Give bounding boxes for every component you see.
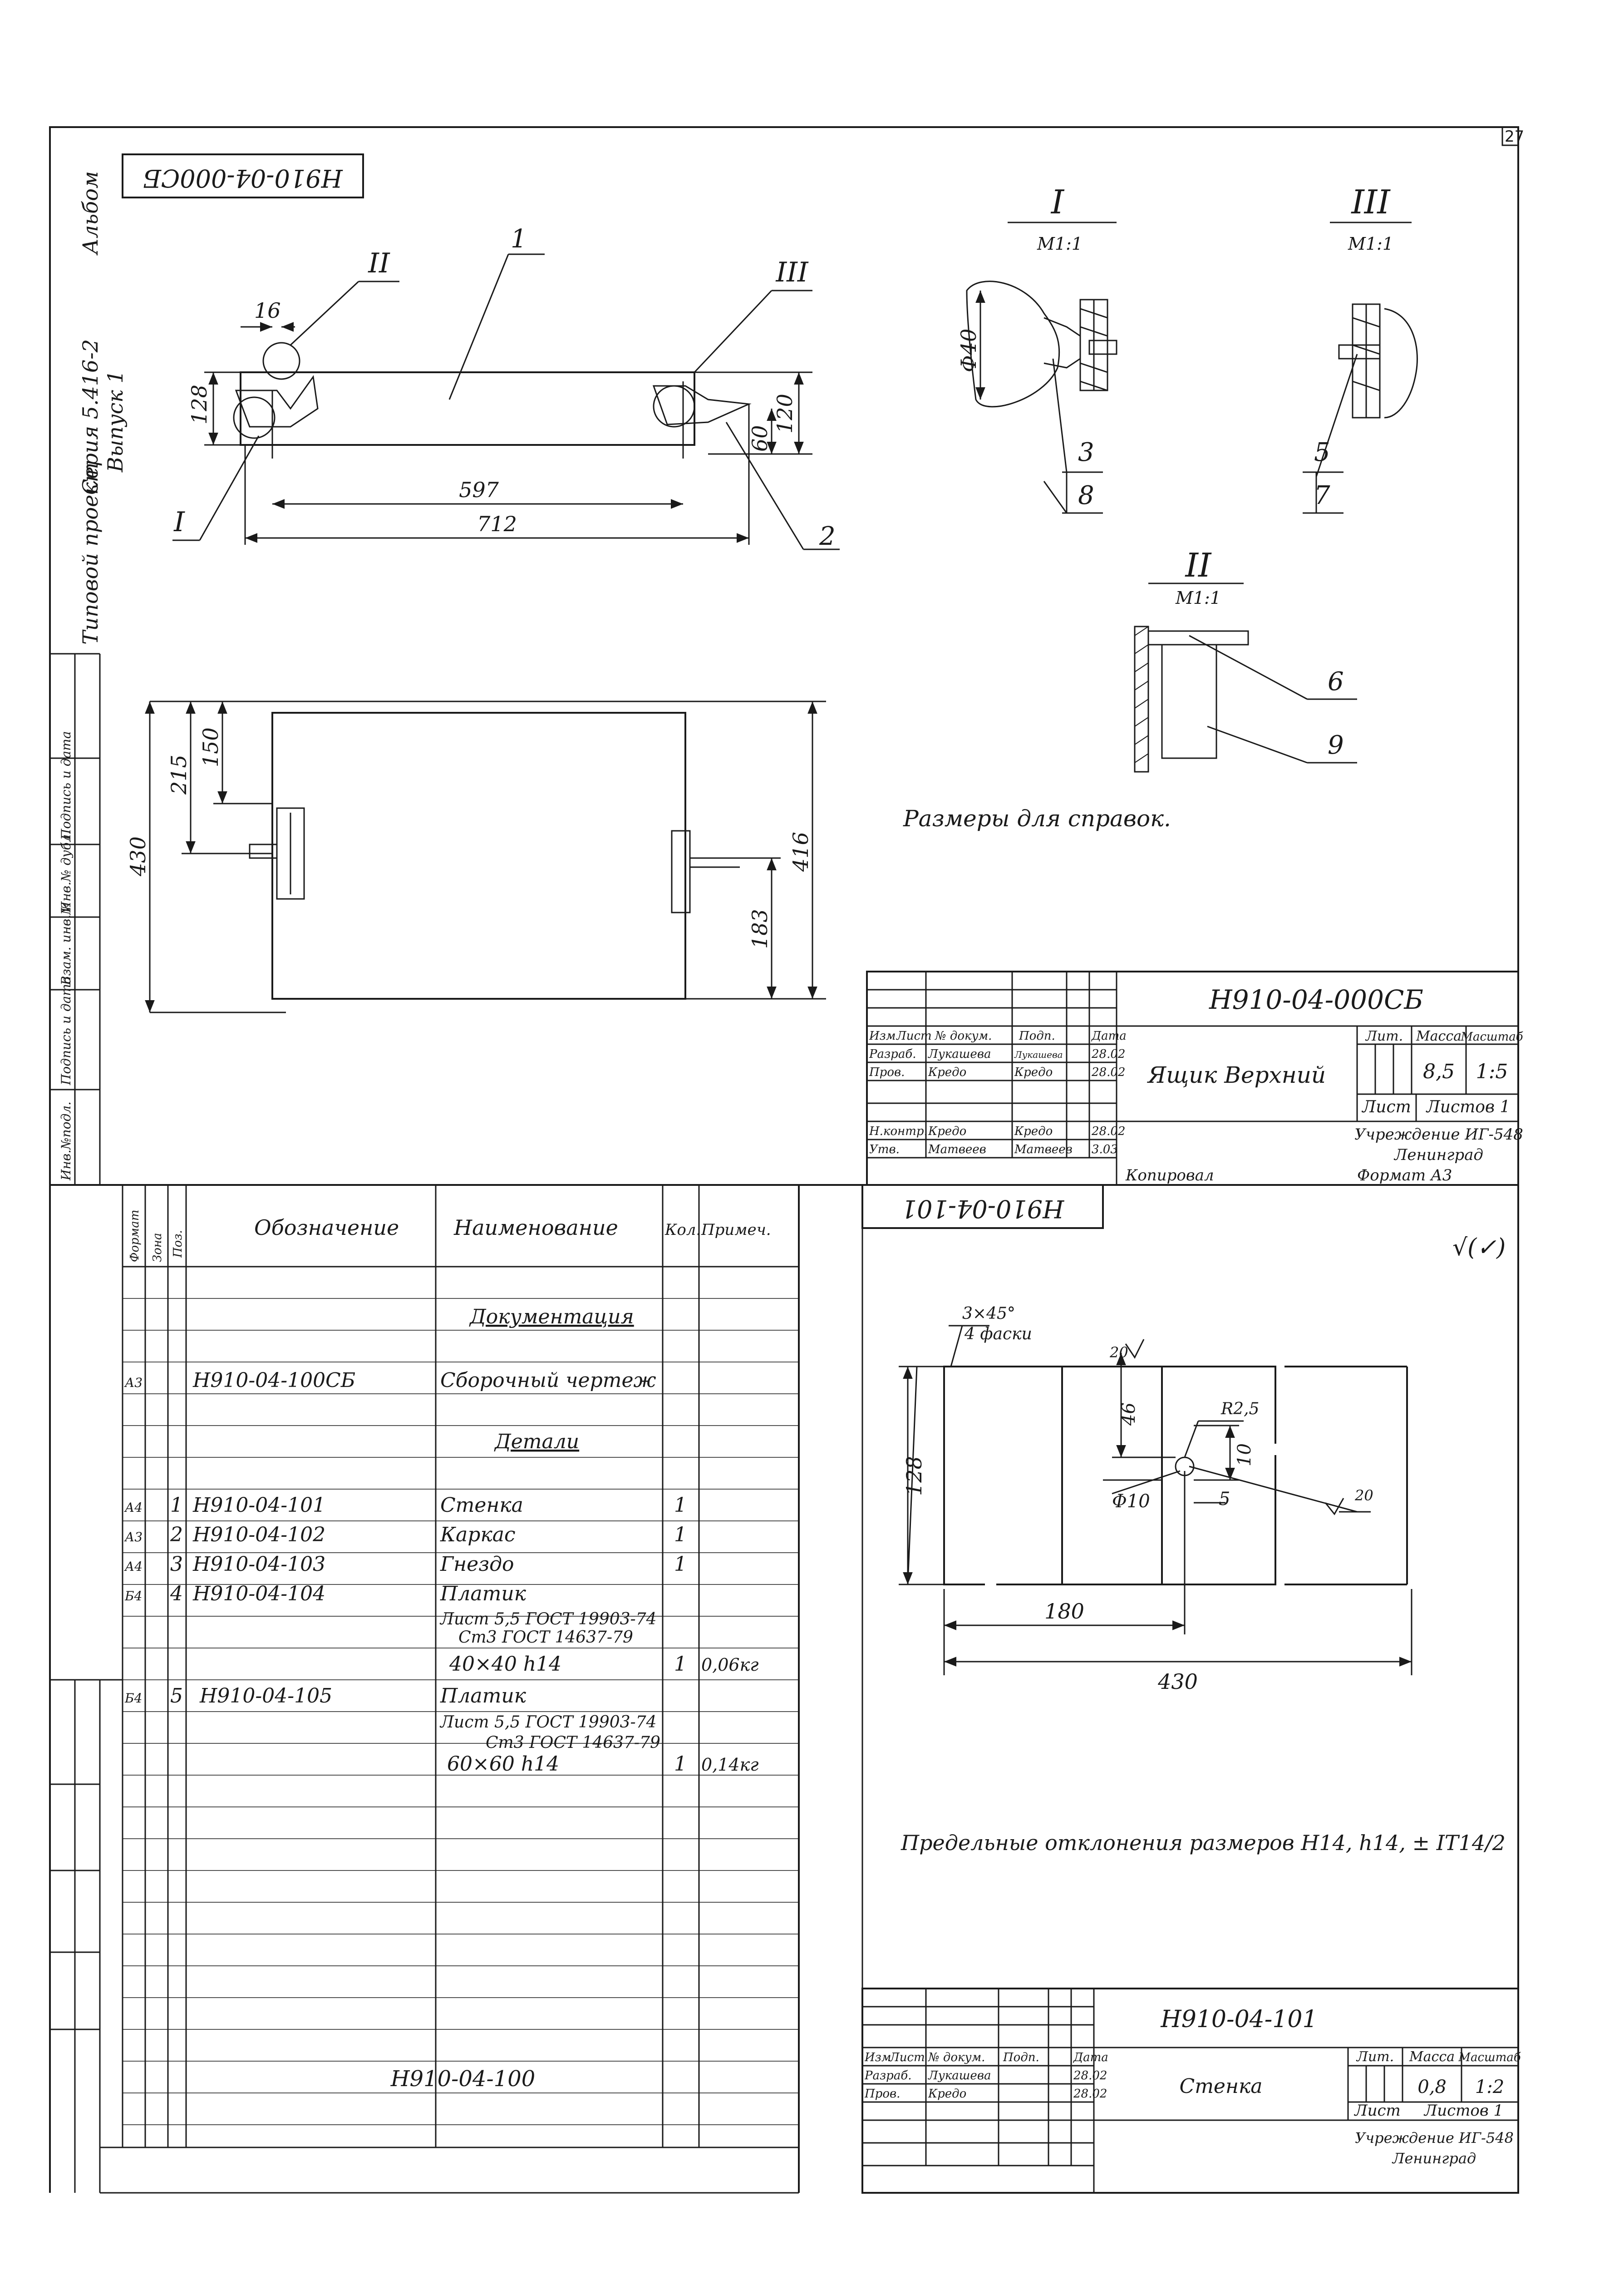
series-label: Серия 5.416-2 (78, 339, 103, 495)
tb-top-r2-name: Кредо (928, 1066, 967, 1079)
tb-top-col-izm: Изм (869, 1029, 896, 1043)
spec-row-4-fmt: А3 (125, 1530, 143, 1545)
spec-row-3-des: Н910-04-101 (193, 1494, 326, 1517)
tb-top-scale-val: 1:5 (1476, 1060, 1508, 1083)
detail-dim-430: 430 (1158, 1669, 1198, 1694)
tb-detail-sheets: Листов 1 (1424, 2102, 1504, 2120)
tb-top-org1: Учреждение ИГ-548 (1354, 1125, 1523, 1144)
spec-row-6-name: Платик (440, 1582, 526, 1605)
tb-detail-col-doc: № докум. (928, 2051, 985, 2064)
dim-416: 416 (788, 832, 813, 872)
tb-top-r1-name: Лукашева (928, 1047, 991, 1061)
spec-row-5-name: Гнездо (440, 1553, 514, 1576)
tb-top-mass: Масса (1416, 1028, 1462, 1044)
spec-row-3-qty: 1 (674, 1494, 687, 1517)
dim-16: 16 (254, 298, 281, 323)
issue-label: Выпуск 1 (103, 370, 128, 472)
dim-chamfer: 3×45° (962, 1304, 1015, 1323)
spec-row-9-note: 0,06кг (701, 1655, 759, 1675)
view-label-I-scale: М1:1 (1037, 234, 1083, 254)
tb-detail-mass: Масса (1409, 2049, 1455, 2065)
dim-chamfer-note: 4 фаски (965, 1325, 1032, 1343)
roughness-symbol: √(✓) (1452, 1234, 1506, 1261)
tb-top-r1-sign: Лукашева (1014, 1049, 1063, 1060)
tb-top-org2: Ленинград (1394, 1146, 1483, 1164)
view-label-II: II (1185, 546, 1211, 584)
tb-top-name: Ящик Верхний (1147, 1062, 1326, 1088)
tb-top-sheets: Листов 1 (1426, 1098, 1511, 1116)
dim-430: 430 (126, 836, 150, 876)
tb-top-r4-name: Матвеев (928, 1143, 986, 1156)
album-label: Альбом (78, 171, 103, 254)
tb-detail-r1-date: 28.02 (1073, 2069, 1107, 2082)
tb-detail-org2: Ленинград (1392, 2150, 1476, 2167)
spec-row-10-fmt: Б4 (125, 1691, 143, 1706)
spec-row-6-des: Н910-04-104 (193, 1582, 326, 1605)
tb-detail-scale-val: 1:2 (1475, 2077, 1505, 2097)
spec-row-1-fmt: А3 (125, 1375, 143, 1390)
spec-row-6-fmt: Б4 (125, 1589, 143, 1604)
callout-6: 6 (1328, 667, 1344, 696)
tb-detail-sheet: Лист (1354, 2102, 1401, 2120)
dim-phi40: Φ40 (956, 328, 981, 372)
callout-8: 8 (1078, 481, 1094, 510)
spec-footer-code: Н910-04-100 (390, 2066, 536, 2092)
detail-dim-5: 5 (1219, 1489, 1230, 1510)
tb-detail-scale: Масштаб (1458, 2051, 1521, 2064)
dim-60: 60 (748, 425, 772, 452)
spec-row-7-name: Лист 5,5 ГОСТ 19903-74 (440, 1610, 657, 1628)
detail-dim-180: 180 (1044, 1599, 1084, 1624)
spec-row-13-name: 60×60 h14 (447, 1752, 560, 1776)
spec-row-4-pos: 2 (170, 1523, 183, 1546)
tb-top-copied: Копировал (1126, 1166, 1214, 1184)
stamp-dup: Инв.№ дубл. (59, 830, 74, 913)
tb-detail-col-date: Дата (1073, 2051, 1108, 2064)
spec-row-12-name: Ст3 ГОСТ 14637-79 (486, 1733, 660, 1752)
spec-row-3-fmt: А4 (125, 1500, 143, 1515)
spec-row-5-des: Н910-04-103 (193, 1553, 326, 1576)
callout-I-front: I (174, 506, 185, 538)
spec-row-1-name: Сборочный чертеж (440, 1369, 656, 1392)
tb-detail-r2-role: Пров. (865, 2087, 901, 2101)
spec-row-5-fmt: А4 (125, 1559, 143, 1574)
detail-dim-phi10: Φ10 (1112, 1491, 1150, 1512)
tb-top-r4-sign: Матвеев (1014, 1143, 1073, 1156)
detail-dim-128: 128 (902, 1456, 926, 1496)
spec-h-pos: Поз. (171, 1230, 185, 1258)
stamp-inv: Инв.№подл. (59, 1101, 74, 1180)
spec-row-9-name: 40×40 h14 (449, 1653, 562, 1676)
spec-h-format: Формат (128, 1209, 142, 1262)
detail-mirrored-code: Н910-04-101 (901, 1194, 1064, 1223)
tb-top-col-sign: Подп. (1019, 1029, 1055, 1043)
dim-128: 128 (187, 385, 212, 424)
detail-dim-10: 10 (1234, 1443, 1255, 1466)
spec-h-qty: Кол. (665, 1221, 701, 1239)
spec-row-5-pos: 3 (170, 1553, 183, 1576)
view-label-III-scale: М1:1 (1348, 234, 1394, 254)
tb-detail-col-sign: Подп. (1003, 2051, 1039, 2064)
tb-top-lit: Лит. (1365, 1028, 1403, 1044)
tb-detail-r2-name: Кредо (928, 2087, 967, 2101)
tb-top-mass-val: 8,5 (1423, 1060, 1455, 1083)
dim-597: 597 (459, 478, 499, 502)
detail-rough-20b: 20 (1355, 1487, 1373, 1504)
tb-top-r3-role: Н.контр. (869, 1125, 928, 1138)
stamp-sign2: Подпись и дата (59, 731, 74, 840)
spec-row-3-pos: 1 (170, 1494, 183, 1517)
spec-row-0-name: Документация (470, 1305, 634, 1328)
spec-row-13-qty: 1 (674, 1752, 687, 1776)
spec-h-name: Наименование (454, 1215, 618, 1240)
tb-top-sheet: Лист (1362, 1098, 1411, 1116)
spec-row-1-des: Н910-04-100СБ (193, 1369, 356, 1392)
tb-top-r4-role: Утв. (869, 1143, 900, 1156)
spec-row-8-name: Ст3 ГОСТ 14637-79 (458, 1628, 633, 1647)
stamp-replace: Взам. инв.№ (59, 903, 74, 985)
tb-top-r2-sign: Кредо (1014, 1066, 1053, 1079)
top-mirrored-code: Н910-04-000СБ (143, 164, 343, 192)
tb-detail-name: Стенка (1179, 2075, 1263, 2098)
tb-top-col-list: Лист (896, 1029, 932, 1043)
tb-detail-mass-val: 0,8 (1417, 2077, 1447, 2097)
view-label-III: III (1351, 183, 1390, 221)
spec-row-6-pos: 4 (170, 1582, 183, 1605)
spec-row-4-qty: 1 (674, 1523, 687, 1546)
tb-top-col-doc: № докум. (935, 1029, 992, 1043)
callout-2: 2 (819, 522, 836, 551)
callout-II-front: II (368, 247, 390, 279)
spec-row-9-qty: 1 (674, 1653, 687, 1676)
tb-top-r3-name: Кредо (928, 1125, 967, 1138)
view-label-I: I (1051, 183, 1064, 221)
note-reference-dims: Размеры для справок. (903, 805, 1171, 832)
detail-dim-46: 46 (1118, 1402, 1139, 1426)
callout-7: 7 (1314, 481, 1330, 510)
spec-row-13-note: 0,14кг (701, 1755, 759, 1775)
tb-detail-r1-name: Лукашева (928, 2069, 991, 2082)
tb-top-r1-role: Разраб. (869, 1047, 916, 1061)
view-label-II-scale: М1:1 (1175, 588, 1221, 608)
detail-dim-r25: R2,5 (1221, 1400, 1260, 1418)
stamp-sign1: Подпись и дата (59, 976, 74, 1085)
tb-detail-code: Н910-04-101 (1161, 2006, 1318, 2033)
tb-top-r2-role: Пров. (869, 1066, 905, 1079)
tb-detail-col-izm: Изм (865, 2051, 891, 2064)
project-label: Типовой проект (78, 462, 103, 645)
spec-row-2-name: Детали (495, 1430, 580, 1453)
spec-row-4-des: Н910-04-102 (193, 1523, 326, 1546)
tb-detail-r2-date: 28.02 (1073, 2087, 1107, 2101)
spec-row-3-name: Стенка (440, 1494, 523, 1517)
detail-rough-20a: 20 (1110, 1344, 1128, 1361)
callout-III-front: III (776, 257, 808, 288)
dim-120: 120 (773, 394, 797, 434)
tb-top-r4-date: 3.03 (1092, 1143, 1118, 1156)
callout-3: 3 (1078, 438, 1094, 467)
spec-row-4-name: Каркас (440, 1523, 516, 1546)
tb-top-r3-sign: Кредо (1014, 1125, 1053, 1138)
dim-183: 183 (748, 909, 772, 949)
spec-row-10-pos: 5 (170, 1684, 183, 1707)
tb-detail-col-list: Лист (890, 2051, 925, 2064)
spec-h-note: Примеч. (701, 1221, 771, 1239)
tb-detail-r1-role: Разраб. (865, 2069, 912, 2082)
tb-top-col-date: Дата (1092, 1029, 1127, 1043)
tb-top-format: Формат А3 (1357, 1166, 1452, 1184)
tb-top-r1-date: 28.02 (1092, 1047, 1126, 1061)
tb-top-scale: Масштаб (1461, 1030, 1523, 1044)
dim-215: 215 (167, 755, 191, 794)
spec-row-5-qty: 1 (674, 1553, 687, 1576)
tb-top-r3-date: 28.02 (1092, 1125, 1126, 1138)
sheet-number: 27 (1505, 128, 1525, 146)
spec-h-designation: Обозначение (254, 1215, 399, 1240)
spec-row-10-name: Платик (440, 1684, 526, 1707)
callout-5: 5 (1314, 438, 1330, 467)
tb-detail-org1: Учреждение ИГ-548 (1355, 2129, 1514, 2147)
dim-150: 150 (198, 727, 223, 767)
callout-1: 1 (511, 224, 527, 254)
tb-top-r2-date: 28.02 (1092, 1066, 1126, 1079)
callout-9: 9 (1328, 730, 1344, 760)
spec-row-11-name: Лист 5,5 ГОСТ 19903-74 (440, 1713, 657, 1732)
detail-tolerance-note: Предельные отклонения размеров Н14, h14, ± IT14/2 (901, 1831, 1506, 1855)
spec-h-zone: Зона (151, 1233, 164, 1262)
tb-top-code: Н910-04-000СБ (1209, 984, 1423, 1015)
tb-detail-lit: Лит. (1356, 2049, 1394, 2065)
spec-row-10-des: Н910-04-105 (200, 1684, 333, 1707)
dim-712: 712 (477, 512, 517, 536)
